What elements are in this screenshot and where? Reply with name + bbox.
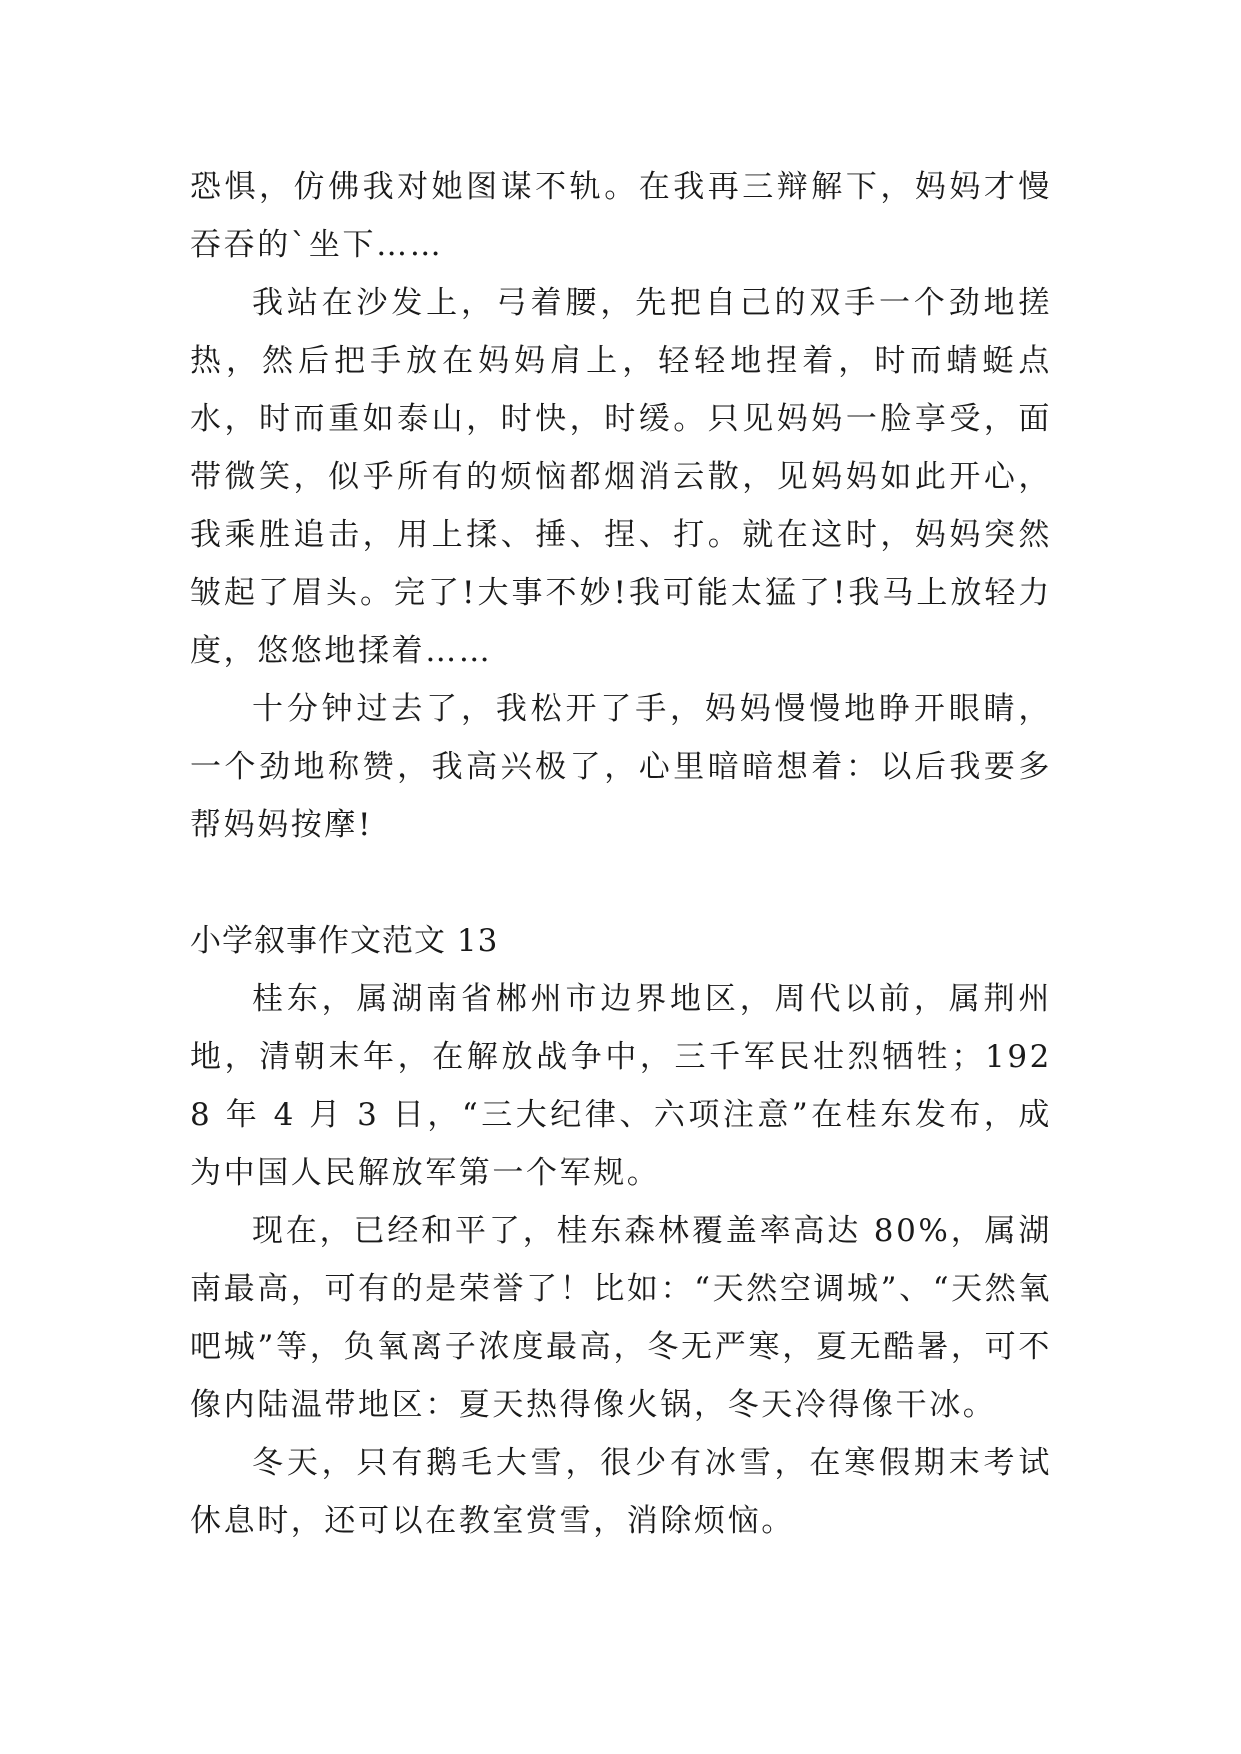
document-body — [190, 158, 1052, 1550]
paragraph: 现在，已经和平了，桂东森林覆盖率高达 80%，属湖南最高，可有的是荣誉了！比如：“天然空调城”、“天然氧吧城”等，负氧离子浓度最高，冬无严寒，夏无酷暑，可不像内陆温带地区：夏天热得像火锅，冬天冷得像干冰。 — [190, 1213, 1052, 1423]
paragraph: 桂东，属湖南省郴州市边界地区，周代以前，属荆州地，清朝末年，在解放战争中，三千军民壮烈牺牲；1928 年 4 月 3 日，“三大纪律、六项注意”在桂东发布，成为中国人民解放军第一个军规。 — [190, 981, 1052, 1191]
section-title: 小学叙事作文范文 13 — [190, 923, 499, 959]
paragraph: 冬天，只有鹅毛大雪，很少有冰雪，在寒假期末考试休息时，还可以在教室赏雪，消除烦恼。 — [190, 1445, 1052, 1539]
paragraph: 十分钟过去了，我松开了手，妈妈慢慢地睁开眼睛，一个劲地称赞，我高兴极了，心里暗暗想着：以后我要多帮妈妈按摩! — [190, 691, 1052, 843]
paragraph: 我站在沙发上，弓着腰，先把自己的双手一个劲地搓热，然后把手放在妈妈肩上，轻轻地捏着，时而蜻蜓点水，时而重如泰山，时快，时缓。只见妈妈一脸享受，面带微笑，似乎所有的烦恼都烟消云散，见妈妈如此开心，我乘胜追击，用上揉、捶、捏、打。就在这时，妈妈突然皱起了眉头。完了!大事不妙!我可能太猛了!我马上放轻力度，悠悠地揉着…… — [190, 285, 1052, 669]
paragraph: 恐惧，仿佛我对她图谋不轨。在我再三辩解下，妈妈才慢吞吞的`坐下…… — [190, 169, 1052, 263]
